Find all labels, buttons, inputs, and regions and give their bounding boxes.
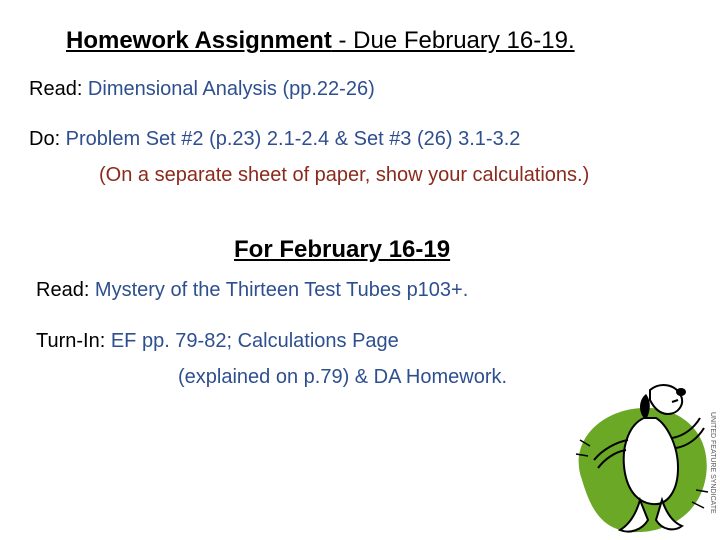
section-heading: For February 16-19 xyxy=(234,236,451,263)
title-bold: Homework Assignment xyxy=(66,27,332,54)
read-text: Dimensional Analysis (pp.22-26) xyxy=(82,78,375,100)
do-note: (On a separate sheet of paper, show your calculations.) xyxy=(99,164,590,186)
turnin-text: EF pp. 79-82; Calculations Page xyxy=(105,330,399,352)
read-line-2 xyxy=(36,277,468,303)
turnin-line xyxy=(36,328,399,354)
read-text-2: Mystery of the Thirteen Test Tubes p103+. xyxy=(89,279,469,301)
read-label-2: Read: xyxy=(36,279,90,301)
turnin-text-2: (explained on p.79) & DA Homework. xyxy=(178,366,508,388)
turnin-label: Turn-In: xyxy=(36,330,106,352)
dog-nose xyxy=(676,388,686,396)
read-label: Read: xyxy=(29,78,83,100)
illustration-credit: UNITED FEATURE SYNDICATE xyxy=(709,412,716,514)
read-line-1 xyxy=(29,76,375,102)
dancing-dog-icon xyxy=(560,380,720,540)
page-title xyxy=(66,27,575,55)
do-line xyxy=(29,126,520,152)
do-label: Do: xyxy=(29,128,61,150)
do-text: Problem Set #2 (p.23) 2.1-2.4 & Set #3 (26) 3.1-3.2 xyxy=(60,128,521,150)
title-rest: - Due February 16-19. xyxy=(331,27,575,54)
